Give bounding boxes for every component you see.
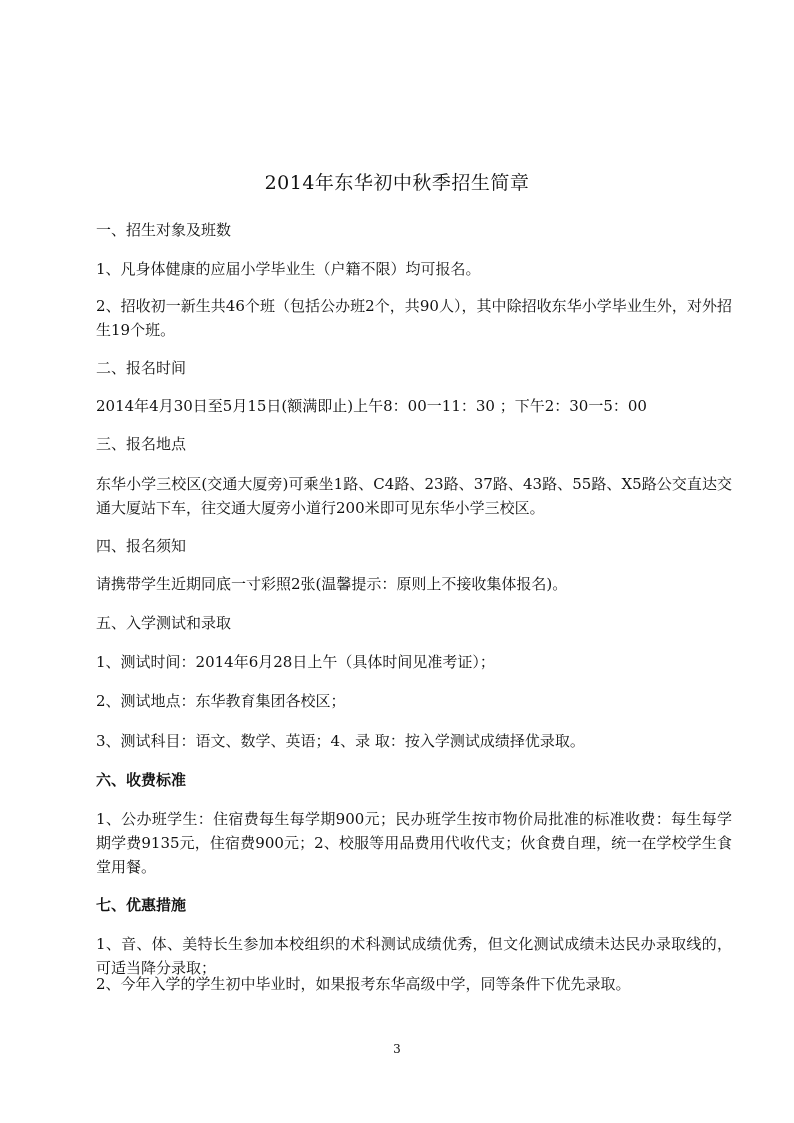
section-heading-5: 五、入学测试和录取: [96, 614, 232, 632]
section-heading-7: 七、优惠措施: [96, 896, 187, 914]
section-heading-1: 一、招生对象及班数: [96, 221, 232, 239]
section-heading-2: 二、报名时间: [96, 359, 187, 377]
paragraph-5-1: 1、测试时间：2014年6月28日上午（具体时间见准考证）；: [96, 653, 495, 671]
paragraph-4-1: 请携带学生近期同底一寸彩照2张(温馨提示：原则上不接收集体报名)。: [96, 575, 568, 593]
paragraph-1-1: 1、凡身体健康的应届小学毕业生（户籍不限）均可报名。: [96, 260, 481, 278]
paragraph-5-3: 3、测试科目：语文、数学、英语；4、录 取：按入学测试成绩择优录取。: [96, 732, 585, 750]
paragraph-1-2: 2、招收初一新生共46个班（包括公办班2个，共90人），其中除招收东华小学毕业生外，对外招生19个班。: [96, 297, 732, 339]
paragraph-2-1: 2014年4月30日至5月15日(额满即止)上午8：00一11：30 ；下午2：30一5：00: [96, 397, 647, 415]
section-heading-6: 六、收费标准: [96, 771, 187, 789]
paragraph-7-1: 1、音、体、美特长生参加本校组织的术科测试成绩优秀，但文化测试成绩未达民办录取线的，可适当降分录取；: [96, 935, 732, 977]
page-title: 2014年东华初中秋季招生简章: [264, 172, 530, 194]
page-number: 3: [393, 1042, 401, 1056]
paragraph-6-1: 1、公办班学生：住宿费每生每学期900元；民办班学生按市物价局批准的标准收费：每生每学期学费9135元，住宿费900元；2、校服等用品费用代收代支；伙食费自理，统一在学校学生食堂用餐。: [96, 810, 732, 876]
section-heading-3: 三、报名地点: [96, 435, 187, 453]
paragraph-3-1: 东华小学三校区(交通大厦旁)可乘坐1路、C4路、23路、37路、43路、55路、X5路公交直达交通大厦站下车，往交通大厦旁小道行200米即可见东华小学三校区。: [96, 475, 732, 517]
paragraph-7-2: 2、今年入学的学生初中毕业时，如果报考东华高级中学，同等条件下优先录取。: [96, 975, 631, 993]
paragraph-5-2: 2、测试地点：东华教育集团各校区；: [96, 692, 346, 710]
section-heading-4: 四、报名须知: [96, 537, 187, 555]
